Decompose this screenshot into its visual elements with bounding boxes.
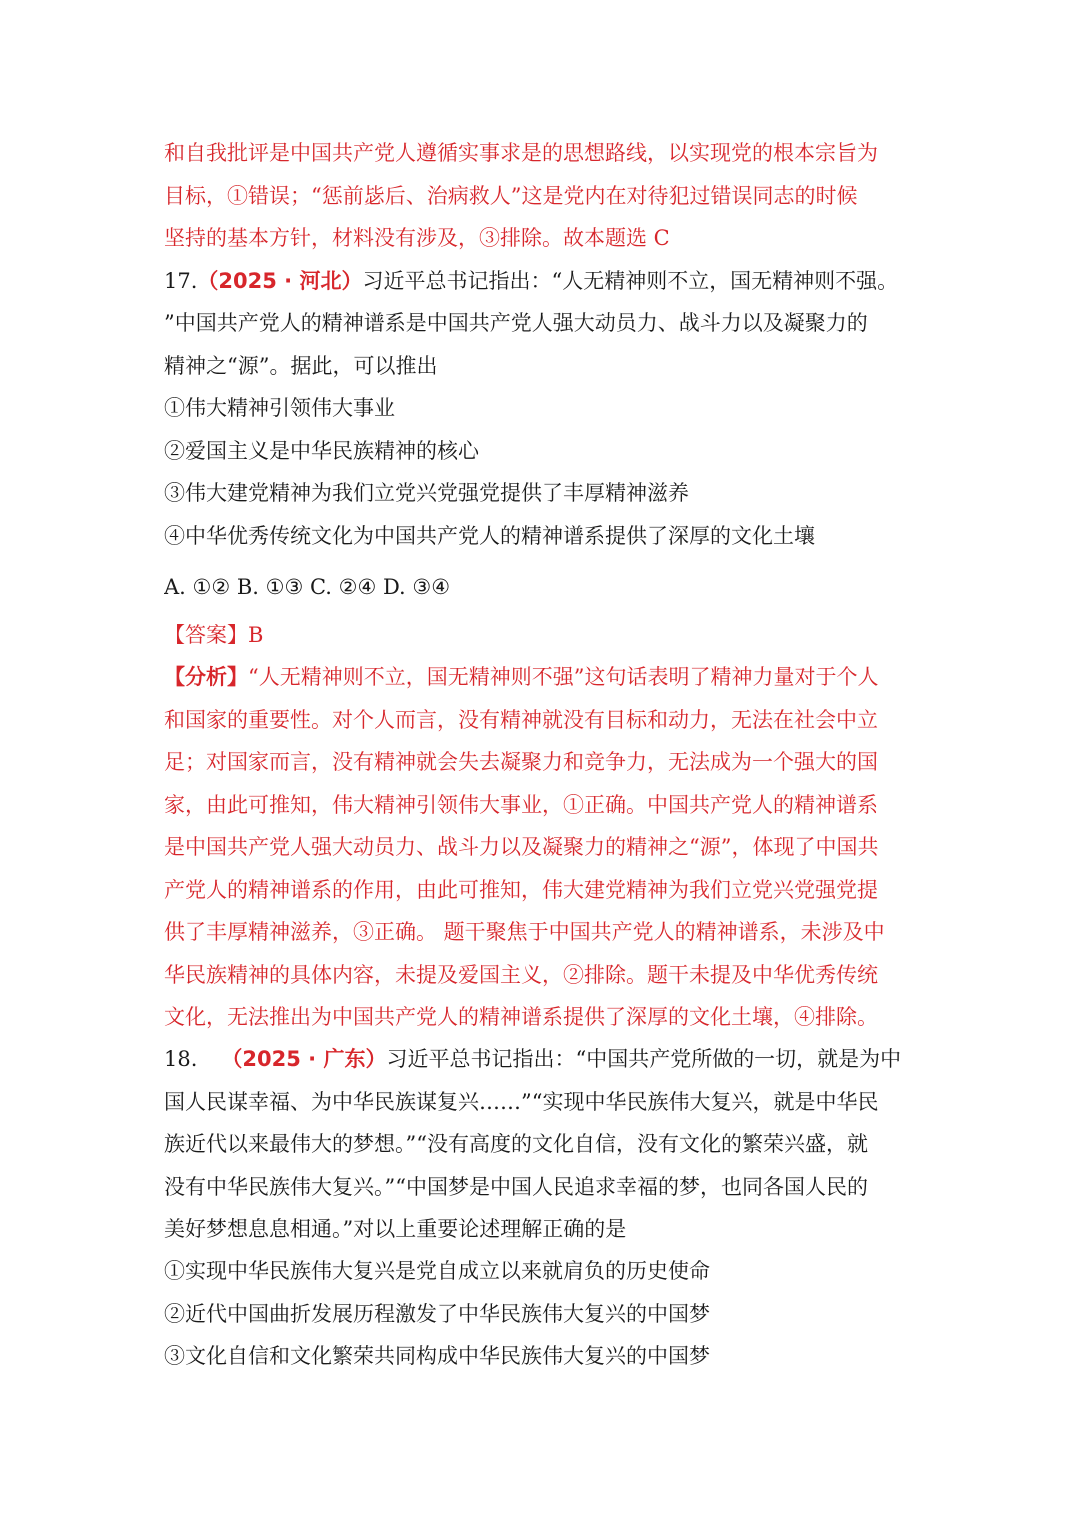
q17-option: ④中华优秀传统文化为中国共产党人的精神谱系提供了深厚的文化土壤 [164,524,815,548]
q18-number: 18. [164,1047,198,1071]
q17-option: ③伟大建党精神为我们立党兴党强党提供了丰厚精神滋养 [164,481,689,505]
q17-analysis-first-line [164,662,924,692]
q18-stem-line: 族近代以来最伟大的梦想。”“没有高度的文化自信，没有文化的繁荣兴盛，就 [164,1132,868,1156]
q18-stem-line: 美好梦想息息相通。”对以上重要论述理解正确的是 [164,1217,627,1241]
answer-label: 【答案】 [164,623,248,647]
q18-stem-line: 没有中华民族伟大复兴。”“中国梦是中国人民追求幸福的梦，也同各国人民的 [164,1175,868,1199]
q17-stem-line: ”中国共产党人的精神谱系是中国共产党人强大动员力、战斗力以及凝聚力的 [164,311,868,335]
q17-stem-first-line [164,266,924,296]
q17-option: ②爱国主义是中华民族精神的核心 [164,439,479,463]
q17-analysis-line: 和国家的重要性。对个人而言，没有精神就没有目标和动力，无法在社会中立 [164,708,878,732]
analysis-text: “人无精神则不立，国无精神则不强”这句话表明了精神力量对于个人 [248,665,879,689]
q17-choices: A. ①② B. ①③ C. ②④ D. ③④ [164,575,451,599]
q17-analysis-line: 文化，无法推出为中国共产党人的精神谱系提供了深厚的文化土壤，④排除。 [164,1005,878,1029]
q18-option: ②近代中国曲折发展历程激发了中华民族伟大复兴的中国梦 [164,1302,710,1326]
q17-analysis-line: 供了丰厚精神滋养，③正确。 题干聚焦于中国共产党人的精神谱系，未涉及中 [164,920,885,944]
q17-analysis-line: 产党人的精神谱系的作用，由此可推知，伟大建党精神为我们立党兴党强党提 [164,878,878,902]
q17-number: 17. [164,269,198,293]
q17-option: ①伟大精神引领伟大事业 [164,396,395,420]
q17-stem-text: 习近平总书记指出：“人无精神则不立，国无精神则不强。 [362,269,899,293]
q17-stem-line: 精神之“源”。据此，可以推出 [164,354,438,378]
prev-analysis-line: 目标，①错误；“惩前毖后、治病救人”这是党内在对待犯过错误同志的时候 [164,184,858,208]
q18-option: ③文化自信和文化繁荣共同构成中华民族伟大复兴的中国梦 [164,1344,710,1368]
analysis-label: 【分析】 [164,664,248,689]
q18-option: ①实现中华民族伟大复兴是党自成立以来就肩负的历史使命 [164,1259,710,1283]
q17-analysis-line: 家，由此可推知，伟大精神引领伟大事业，①正确。中国共产党人的精神谱系 [164,793,878,817]
prev-analysis-line: 和自我批评是中国共产党人遵循实事求是的思想路线，以实现党的根本宗旨为 [164,141,878,165]
q18-source-tag: （2025 · 广东） [221,1047,387,1071]
q17-source-tag: （2025 · 河北） [197,269,363,293]
q18-stem-text: 习近平总书记指出：“中国共产党所做的一切，就是为中 [386,1047,902,1071]
q17-answer [164,620,924,650]
q17-analysis-line: 是中国共产党人强大动员力、战斗力以及凝聚力的精神之“源”，体现了中国共 [164,835,879,859]
q18-stem-first-line [164,1044,924,1074]
q18-stem-line: 国人民谋幸福、为中华民族谋复兴……”“实现中华民族伟大复兴，就是中华民 [164,1090,879,1114]
q17-analysis-line: 华民族精神的具体内容，未提及爱国主义，②排除。题干未提及中华优秀传统 [164,963,878,987]
q17-analysis-line: 足；对国家而言，没有精神就会失去凝聚力和竞争力，无法成为一个强大的国 [164,750,878,774]
prev-analysis-line: 坚持的基本方针，材料没有涉及，③排除。故本题选 C [164,226,670,250]
answer-value: B [248,623,264,647]
